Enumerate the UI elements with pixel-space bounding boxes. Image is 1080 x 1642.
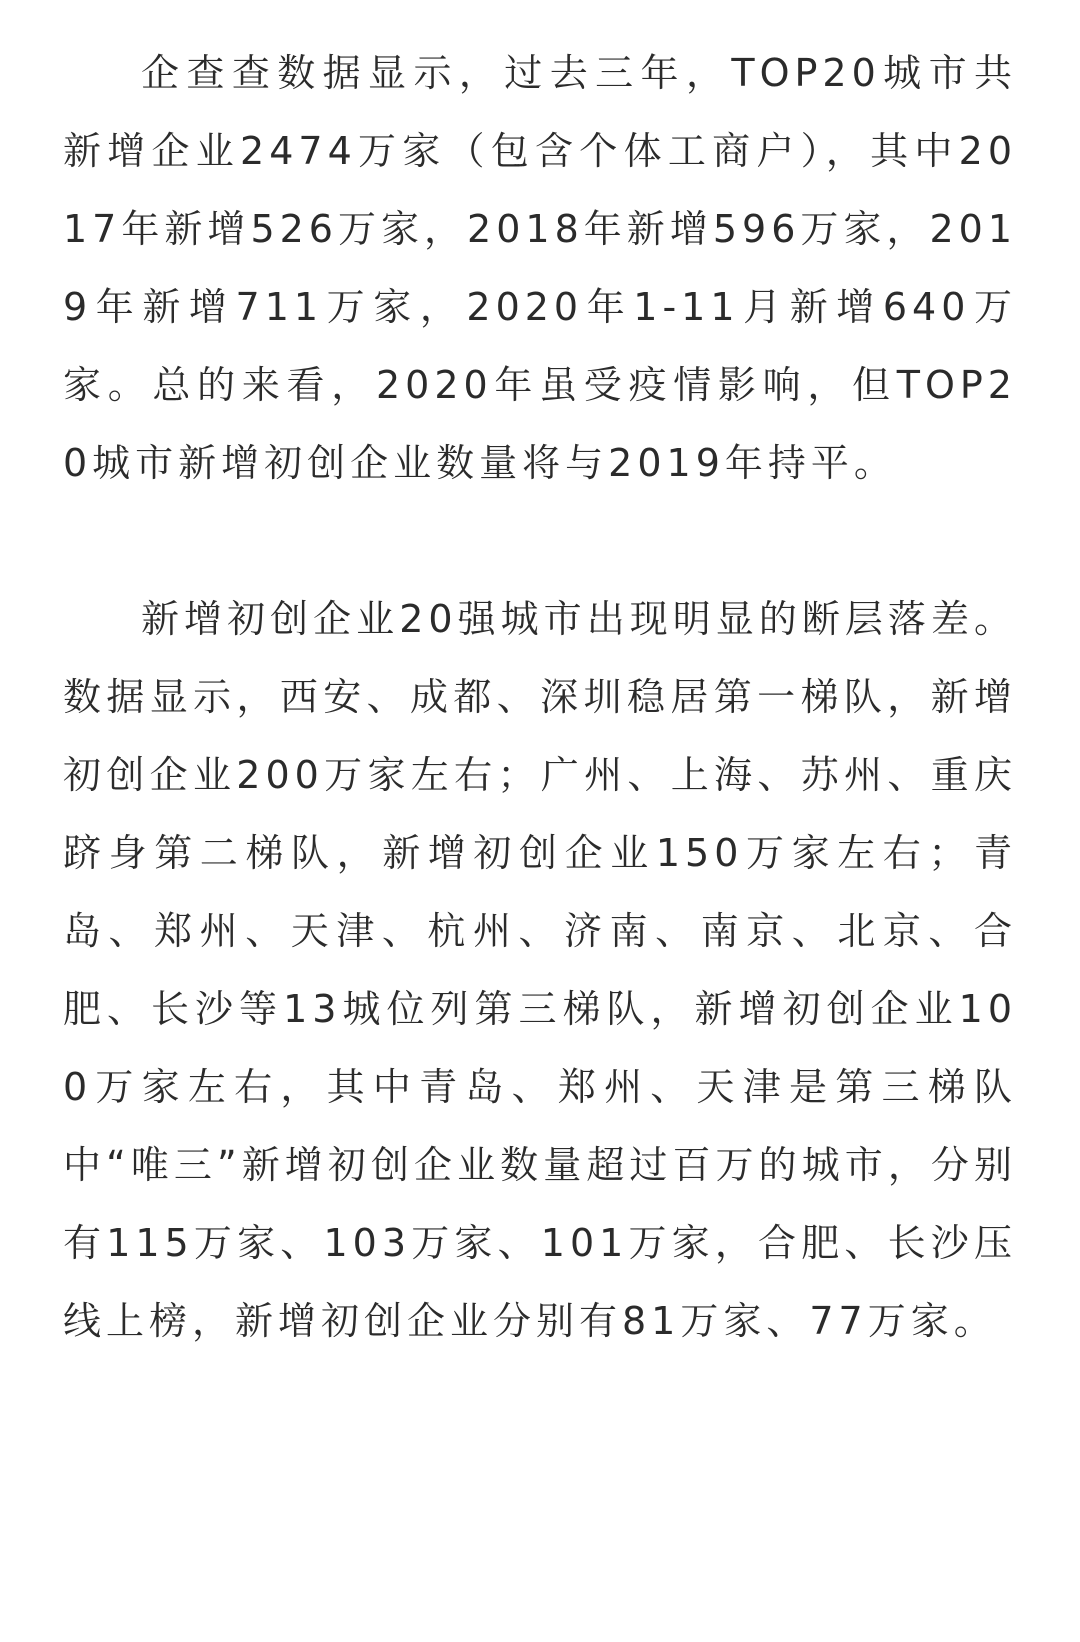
- paragraph-2: 新增初创企业20强城市出现明显的断层落差。数据显示，西安、成都、深圳稳居第一梯队，新增初创企业200万家左右；广州、上海、苏州、重庆跻身第二梯队，新增初创企业150万家左右；青岛、郑州、天津、杭州、济南、南京、北京、合肥、长沙等13城位列第三梯队，新增初创企业100万家左右，其中青岛、郑州、天津是第三梯队中“唯三”新增初创企业数量超过百万的城市，分别有115万家、103万家、101万家，合肥、长沙压线上榜，新增初创企业分别有81万家、77万家。: [63, 597, 1017, 1343]
- paragraph-1: 企查查数据显示，过去三年，TOP20城市共新增企业2474万家（包含个体工商户），其中2017年新增526万家，2018年新增596万家，2019年新增711万家，2020年1-11月新增640万家。总的来看，2020年虽受疫情影响，但TOP20城市新增初创企业数量将与2019年持平。: [63, 51, 1017, 485]
